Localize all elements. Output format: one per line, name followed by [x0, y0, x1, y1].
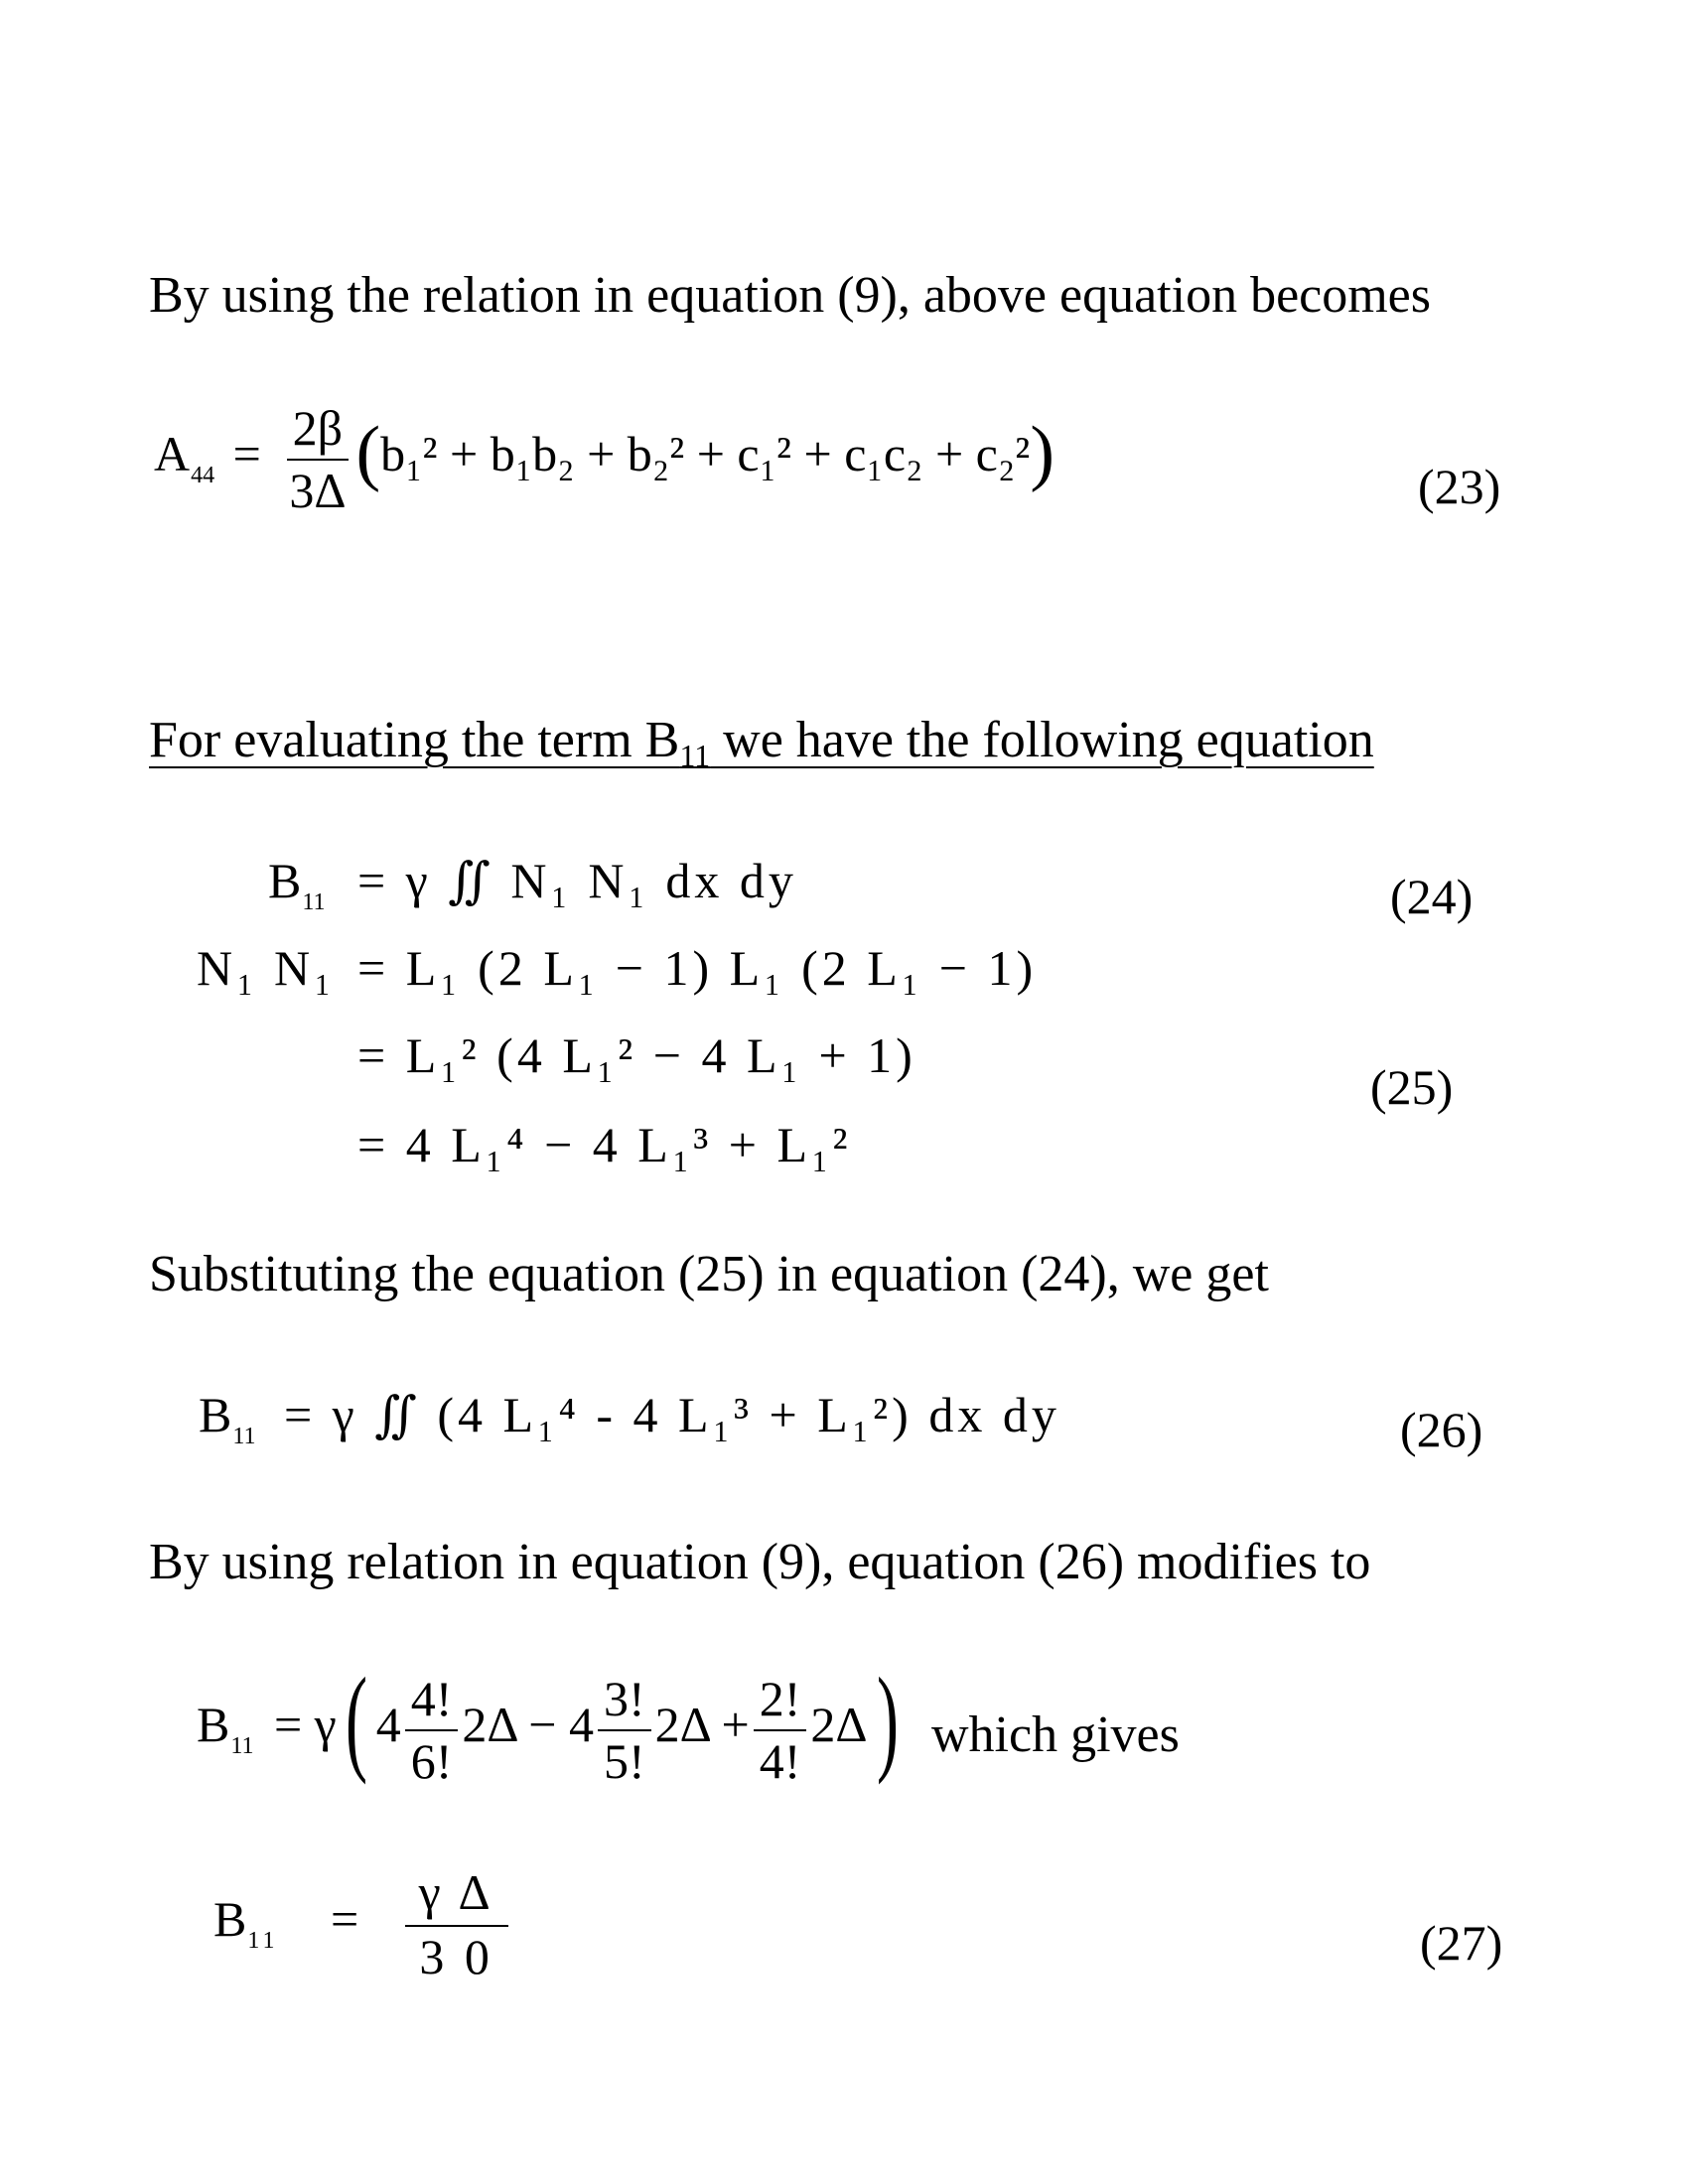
which-gives-text: which gives	[931, 1706, 1180, 1763]
eq27-lhs-sub: 11	[247, 1927, 279, 1954]
paragraph-substituting: Substituting the equation (25) in equation (24), we get	[149, 1246, 1269, 1302]
eqmod-coef: 4	[375, 1696, 401, 1752]
equation-24	[268, 853, 797, 915]
eqmod-term3: 2Δ	[810, 1696, 868, 1752]
equation-number-27: (27)	[1420, 1915, 1503, 1971]
equation-number-24: (24)	[1390, 869, 1474, 924]
eq27-equals: =	[330, 1890, 359, 1947]
eq23-frac-den: 3Δ	[289, 462, 347, 518]
p2-main-text: For evaluating the term B	[149, 712, 680, 768]
eqmod-frac1-num: 4!	[405, 1673, 459, 1731]
eq25-line3: = 4 L₁⁴ − 4 L₁³ + L₁²	[357, 1117, 852, 1172]
eqmod-frac3-den: 4!	[759, 1732, 801, 1789]
eqmod-open-paren: (	[345, 1652, 367, 1785]
eq24-lhs-sub: 11	[302, 889, 326, 915]
eq26-rhs: = γ ∬ (4 L₁⁴ - 4 L₁³ + L₁²) dx dy	[283, 1387, 1060, 1442]
paragraph-relation-eq9: By using the relation in equation (9), above equation becomes	[149, 267, 1431, 324]
eqmod-equals-gamma: = γ	[273, 1696, 337, 1752]
eq24-lhs: B	[268, 853, 302, 908]
eq23-fraction	[283, 402, 352, 516]
equation-26	[199, 1387, 1060, 1449]
eqmod-frac-1	[405, 1673, 459, 1787]
eq23-lhs: A	[154, 425, 191, 481]
eqmod-frac3-num: 2!	[754, 1673, 807, 1731]
eq25-lhs: N₁ N₁	[197, 940, 336, 996]
eq25-line2: = L₁² (4 L₁² − 4 L₁ + 1)	[357, 1027, 916, 1083]
eqmod-lhs-sub: 11	[230, 1732, 254, 1759]
equation-number-26: (26)	[1400, 1402, 1483, 1457]
eq27-lhs: B	[213, 1890, 247, 1947]
eqmod-frac-2	[598, 1673, 651, 1787]
eq23-equals: =	[232, 425, 261, 481]
eq26-lhs-sub: 11	[232, 1424, 256, 1449]
paragraph-evaluating-b11	[149, 712, 1374, 773]
eq25-line1: = L₁ (2 L₁ − 1) L₁ (2 L₁ − 1)	[357, 940, 1038, 996]
eq23-terms: b₁² + b₁b₂ + b₂² + c₁² + c₁c₂ + c₂²	[380, 425, 1031, 481]
eq27-fraction	[405, 1866, 508, 1982]
eq27-num: γ Δ	[405, 1866, 508, 1927]
eq24-rhs: = γ ∬ N₁ N₁ dx dy	[356, 853, 797, 908]
p2-subscript: 11	[679, 738, 711, 773]
eq23-open-paren: (	[355, 411, 381, 493]
eqmod-term1: 2Δ − 4	[462, 1696, 594, 1752]
equation-number-25: (25)	[1370, 1059, 1454, 1115]
eqmod-frac1-den: 6!	[410, 1732, 453, 1789]
eq23-lhs-sub: 44	[191, 462, 215, 488]
eqmod-frac2-den: 5!	[603, 1732, 645, 1789]
eqmod-close-paren: )	[876, 1652, 899, 1785]
p2-rest-text: we have the following equation	[710, 712, 1374, 768]
equation-27	[213, 1866, 512, 1982]
eq27-den: 3 0	[419, 1928, 493, 1984]
eqmod-term2: 2Δ +	[654, 1696, 750, 1752]
paragraph-modifies: By using relation in equation (9), equation (26) modifies to	[149, 1534, 1371, 1590]
eqmod-frac2-num: 3!	[598, 1673, 651, 1731]
eqmod-lhs: B	[197, 1696, 230, 1752]
eq23-close-paren: )	[1030, 411, 1055, 493]
eqmod-frac-3	[754, 1673, 807, 1787]
eq26-lhs: B	[199, 1387, 232, 1442]
equation-b11-factorials	[197, 1652, 908, 1789]
equation-number-23: (23)	[1418, 459, 1501, 514]
equation-23	[154, 402, 1055, 516]
eq23-frac-num: 2β	[287, 402, 349, 461]
